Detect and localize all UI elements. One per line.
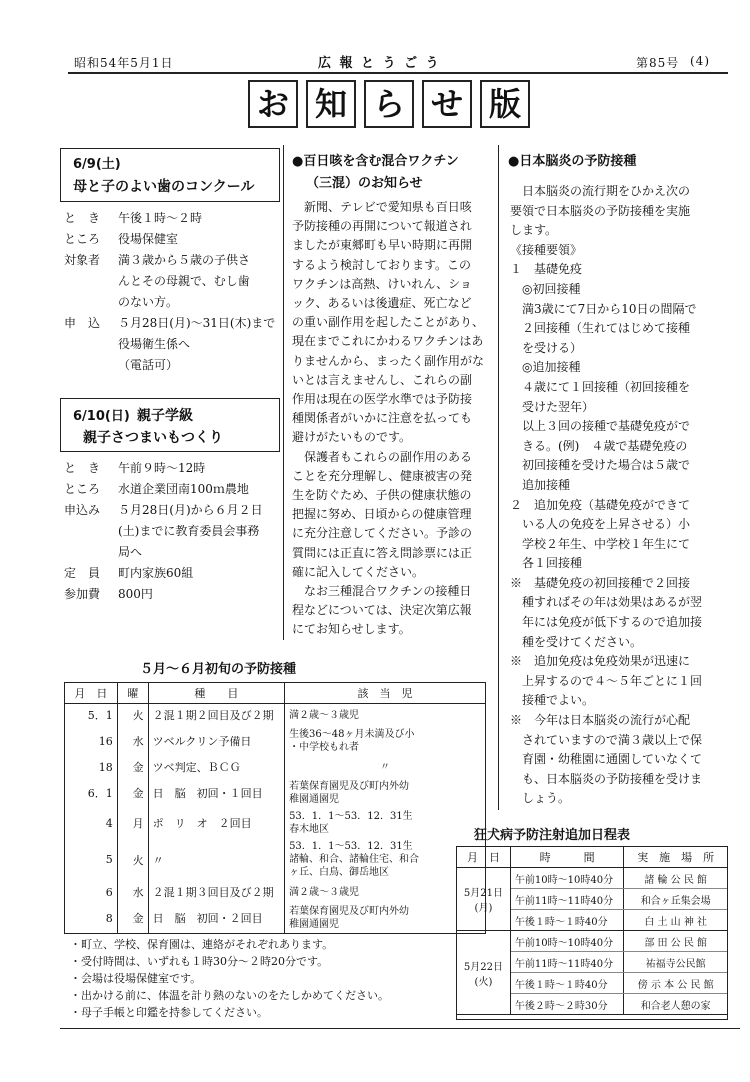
schedule-header-row bbox=[65, 683, 485, 704]
banner bbox=[248, 80, 532, 130]
schedule-date: 18 bbox=[65, 756, 117, 778]
text-line: 満3歳にて7日から10日の間隔で bbox=[510, 301, 697, 316]
text-line: に充分注意してください。予診の bbox=[292, 526, 473, 541]
text-line: します。 bbox=[510, 223, 558, 238]
schedule-target bbox=[285, 808, 485, 838]
mixed-vaccine-heading2: （三混）のお知らせ bbox=[306, 176, 423, 191]
schedule-row bbox=[65, 726, 485, 756]
rabies-date-cell bbox=[457, 931, 510, 1015]
schedule-target bbox=[285, 903, 485, 933]
text-line: ※ 追加免疫は免疫効果が迅速に bbox=[510, 654, 691, 669]
rabies-time: 午前10時～10時40分 bbox=[510, 868, 623, 889]
event2-date: 6/10(日) bbox=[73, 409, 130, 424]
text-line: 受けた翌年） bbox=[510, 399, 595, 414]
schedule-row bbox=[65, 756, 485, 778]
text-line: にてお知らせします。 bbox=[292, 622, 411, 637]
detail-row bbox=[64, 334, 274, 355]
event2-box bbox=[60, 398, 280, 452]
rabies-time: 午前11時～11時40分 bbox=[510, 952, 623, 973]
rabies-table bbox=[457, 847, 727, 1015]
detail-value: 満３歳から５歳の子供さ bbox=[118, 253, 251, 267]
schedule-title: ５月～６月初旬の予防接種 bbox=[140, 662, 297, 677]
schedule-target bbox=[285, 704, 485, 727]
text-line: 《接種要領》 bbox=[510, 242, 583, 257]
schedule-note: ・受付時間は、いずれも１時30分～２時20分です。 bbox=[70, 955, 329, 968]
schedule-header-cell: 該 当 児 bbox=[285, 683, 485, 704]
schedule-target bbox=[285, 838, 485, 881]
schedule-target-line: 生後36～48ヶ月未満及び小 bbox=[289, 729, 415, 740]
text-line: 要領で日本脳炎の予防接種を実施 bbox=[510, 203, 691, 218]
detail-value: （電話可） bbox=[118, 358, 179, 372]
text-line: の重い副作用を起したことがあり、 bbox=[292, 315, 485, 330]
schedule-day: 金 bbox=[117, 903, 148, 933]
text-line: 育園・幼稚園に通園していなくて bbox=[510, 752, 703, 767]
newsletter-title: 広 報 と う ご う bbox=[318, 56, 441, 71]
schedule-notes bbox=[70, 936, 389, 1021]
rabies-place: 祐福寺公民館 bbox=[624, 952, 727, 973]
schedule-item: ポ リ オ ２回目 bbox=[148, 808, 284, 838]
column-divider-left bbox=[283, 145, 284, 640]
schedule-day: 金 bbox=[117, 778, 148, 808]
text-line: 種すればその年は効果はあるが翌 bbox=[510, 595, 703, 610]
text-line: １ 基礎免疫 bbox=[510, 262, 583, 277]
detail-row bbox=[64, 563, 274, 584]
rabies-day: (火) bbox=[474, 976, 493, 988]
detail-row bbox=[64, 521, 274, 542]
rabies-place: 和合ヶ丘集会場 bbox=[624, 889, 727, 910]
mixed-vaccine-heading1: ●百日咳を含む混合ワクチン bbox=[292, 154, 459, 169]
schedule-target-line: 稚園通園児 bbox=[289, 919, 340, 930]
schedule-target-line: 53．1．1～53．12．31生 bbox=[289, 811, 413, 822]
schedule-note: ・母子手帳と印鑑を持参してください。 bbox=[70, 1006, 268, 1019]
schedule-table-frame bbox=[64, 682, 486, 934]
text-line: 予防接種の再開について報道され bbox=[292, 219, 472, 234]
detail-row bbox=[64, 229, 274, 250]
schedule-day: 金 bbox=[117, 756, 148, 778]
detail-row bbox=[64, 208, 274, 229]
text-line: ことを充分理解し、健康被害の発 bbox=[292, 468, 473, 483]
schedule-day: 火 bbox=[117, 704, 148, 727]
schedule-item: 〃 bbox=[148, 838, 284, 881]
rabies-time: 午後１時～１時40分 bbox=[510, 973, 623, 994]
detail-value: 午前９時～12時 bbox=[118, 461, 206, 475]
schedule-note: ・会場は役場保健室です。 bbox=[70, 972, 202, 985]
rabies-row bbox=[457, 868, 727, 889]
rabies-header-cell: 月 日 bbox=[457, 847, 510, 868]
event1-title: 母と子のよい歯のコンクール bbox=[73, 179, 255, 195]
rabies-time: 午後２時～２時30分 bbox=[510, 994, 623, 1015]
text-line: いとは言えませんし、これらの副 bbox=[292, 372, 473, 387]
event1-details bbox=[64, 208, 274, 376]
detail-value: ５月28日(月)～31日(木)まで bbox=[118, 316, 276, 330]
schedule-item: 日 脳 初回・２回目 bbox=[148, 903, 284, 933]
schedule-target-line: ・中学校もれ者 bbox=[289, 742, 360, 753]
banner-char: 版 bbox=[480, 80, 530, 128]
schedule-row bbox=[65, 881, 485, 903]
text-line: しょう。 bbox=[510, 791, 571, 806]
detail-value: のない方。 bbox=[118, 295, 179, 309]
detail-row bbox=[64, 355, 274, 376]
text-line: を受ける） bbox=[510, 340, 583, 355]
schedule-target bbox=[285, 778, 485, 808]
detail-value: (土)までに教育委員会事務 bbox=[118, 524, 260, 538]
text-line: 学校２年生、中学校１年生にて bbox=[510, 536, 691, 551]
text-line: 現在までこれにかわるワクチンはあ bbox=[292, 334, 484, 349]
detail-label: ところ bbox=[64, 482, 101, 496]
detail-row bbox=[64, 500, 274, 521]
schedule-target-line: 稚園通園児 bbox=[289, 794, 340, 805]
schedule-item: ツベルクリン予備日 bbox=[148, 726, 284, 756]
detail-row bbox=[64, 292, 274, 313]
text-line: 保護者もこれらの副作用のある bbox=[292, 449, 473, 464]
rabies-title: 狂犬病予防注射追加日程表 bbox=[474, 828, 631, 843]
schedule-row bbox=[65, 808, 485, 838]
banner-char: 知 bbox=[306, 80, 356, 128]
text-line: 追加接種 bbox=[510, 477, 571, 492]
rabies-row bbox=[457, 931, 727, 952]
detail-value: 役場衛生係へ bbox=[118, 337, 191, 351]
schedule-target-line: 〃 bbox=[380, 761, 391, 773]
text-line: 初回接種を受けた場合は５歳で bbox=[510, 458, 691, 473]
rabies-header-cell: 時 間 bbox=[510, 847, 623, 868]
banner-char: お bbox=[248, 80, 298, 128]
text-line: 確に記入してください。 bbox=[292, 564, 425, 579]
detail-label: 対象者 bbox=[64, 253, 101, 267]
rabies-time: 午前10時～10時40分 bbox=[510, 931, 623, 952]
text-line: 各１回接種 bbox=[510, 556, 583, 571]
schedule-date: 8 bbox=[65, 903, 117, 933]
detail-row bbox=[64, 542, 274, 563]
detail-row bbox=[64, 458, 274, 479]
schedule-row bbox=[65, 778, 485, 808]
banner-char: せ bbox=[422, 80, 472, 128]
schedule-header-cell: 曜 bbox=[117, 683, 148, 704]
detail-value: 水道企業団南100ｍ農地 bbox=[118, 482, 249, 496]
text-line: ２ 追加免疫（基礎免疫ができて bbox=[510, 497, 691, 512]
event1-box bbox=[60, 148, 280, 202]
schedule-item: ２混１期２回目及び２期 bbox=[148, 704, 284, 727]
detail-value: 800円 bbox=[118, 587, 153, 601]
text-line: ◎初回接種 bbox=[510, 281, 581, 296]
schedule-row bbox=[65, 903, 485, 933]
text-line: 以上３回の接種で基礎免疫がで bbox=[510, 419, 691, 434]
schedule-date: 5 bbox=[65, 838, 117, 881]
rabies-place: 白 土 山 神 社 bbox=[624, 910, 727, 931]
text-line: も、日本脳炎の予防接種を受けま bbox=[510, 771, 703, 786]
detail-row bbox=[64, 584, 274, 605]
schedule-target-line: ヶ丘、白鳥、御岳地区 bbox=[289, 867, 390, 878]
detail-label: ところ bbox=[64, 232, 101, 246]
text-line: 接種でよい。 bbox=[510, 693, 595, 708]
rabies-place: 和合老人憩の家 bbox=[624, 994, 727, 1015]
schedule-item: ２混１期３回目及び２期 bbox=[148, 881, 284, 903]
banner-char: ら bbox=[364, 80, 414, 128]
rabies-place: 部 田 公 民 館 bbox=[624, 931, 727, 952]
text-line: きる。(例) ４歳で基礎免疫の bbox=[510, 438, 688, 453]
text-line: ※ 基礎免疫の初回接種で２回接 bbox=[510, 575, 691, 590]
column-divider-right bbox=[498, 145, 499, 810]
detail-row bbox=[64, 479, 274, 500]
text-line: ましたが東郷町も早い時期に再開 bbox=[292, 238, 473, 253]
text-line: 種関係者がいかに注意を払っても bbox=[292, 411, 473, 426]
event2-title1: 親子学級 bbox=[137, 408, 193, 424]
text-line: 把握に努め、日頃からの健康管理 bbox=[292, 507, 472, 522]
schedule-target-line: 満２歳～３歳児 bbox=[289, 886, 360, 898]
schedule-row bbox=[65, 838, 485, 881]
schedule-header-cell: 種 目 bbox=[148, 683, 284, 704]
text-line: ２回接種（生れてはじめて接種 bbox=[510, 321, 691, 336]
encephalitis-body bbox=[510, 182, 702, 809]
text-line: 新聞、テレビで愛知県も百日咳 bbox=[292, 200, 472, 214]
text-line: 生を防ぐため、子供の健康状態の bbox=[292, 488, 472, 503]
schedule-note: ・出かける前に、体温を計り熱のないのをたしかめてください。 bbox=[70, 989, 389, 1002]
text-line: 上昇するので４～５年ごとに１回 bbox=[510, 673, 703, 688]
schedule-target-line: 53．1．1～53．12．31生 bbox=[289, 841, 413, 852]
text-line: 避けがたいものです。 bbox=[292, 430, 412, 445]
text-line: されていますので満３歳以上で保 bbox=[510, 732, 703, 747]
schedule-note: ・町立、学校、保育園は、連絡がそれぞれあります。 bbox=[70, 938, 334, 951]
rabies-day: (月) bbox=[474, 903, 493, 914]
text-line: ※ 今年は日本脳炎の流行が心配 bbox=[510, 713, 691, 728]
text-line: ック、あるいは後遺症、死亡など bbox=[292, 296, 472, 311]
text-line: 質問には正直に答え問診票には正 bbox=[292, 545, 473, 560]
schedule-date: 5．1 bbox=[65, 704, 117, 727]
issue-number: 第85号 bbox=[636, 56, 680, 70]
detail-value: ５月28日(月)から６月２日 bbox=[118, 503, 263, 517]
rabies-header-row bbox=[457, 847, 727, 868]
page-number: (4) bbox=[690, 54, 710, 68]
detail-value: 役場保健室 bbox=[118, 232, 179, 246]
detail-label: 申 込 bbox=[64, 316, 101, 330]
header-rule bbox=[68, 72, 728, 74]
detail-label: 定 員 bbox=[64, 566, 101, 580]
text-line: ４歳にて１回接種（初回接種を bbox=[510, 379, 691, 394]
detail-value: んとその母親で、むし歯 bbox=[118, 274, 250, 288]
schedule-header-cell: 月 日 bbox=[65, 683, 117, 704]
detail-row bbox=[64, 313, 274, 334]
text-line: 年には免疫が低下するので追加接 bbox=[510, 615, 703, 630]
issue-date: 昭和54年5月1日 bbox=[74, 56, 174, 70]
rabies-date-cell bbox=[457, 868, 510, 931]
text-line: 種を受けてください。 bbox=[510, 634, 643, 649]
schedule-table bbox=[65, 683, 485, 933]
detail-value: 町内家族60組 bbox=[118, 566, 194, 580]
rabies-header-cell: 実 施 場 所 bbox=[624, 847, 727, 868]
schedule-row bbox=[65, 704, 485, 727]
schedule-day: 月 bbox=[117, 808, 148, 838]
schedule-target bbox=[285, 756, 485, 778]
schedule-target-line: 春木地区 bbox=[289, 824, 330, 835]
text-line: なお三種混合ワクチンの接種日 bbox=[292, 584, 472, 599]
rabies-date: 5月21日 bbox=[463, 888, 503, 899]
schedule-target-line: 諸輪、和合、諸輪住宅、和合 bbox=[289, 854, 420, 865]
schedule-day: 火 bbox=[117, 838, 148, 881]
detail-row bbox=[64, 271, 274, 292]
text-line: ワクチンは高熱、けいれん、ショ bbox=[292, 276, 472, 291]
schedule-target bbox=[285, 726, 485, 756]
encephalitis-heading: ●日本脳炎の予防接種 bbox=[508, 154, 637, 169]
schedule-target-line: 満２歳～３歳児 bbox=[289, 709, 360, 721]
rabies-time: 午後１時～１時40分 bbox=[510, 910, 623, 931]
text-line: 作用は現在の医学水準では予防接 bbox=[292, 392, 473, 407]
schedule-date: 6 bbox=[65, 881, 117, 903]
text-line: りませんから、まったく副作用がな bbox=[292, 353, 485, 368]
rabies-place: 諸 輪 公 民 館 bbox=[624, 868, 727, 889]
text-line: 程などについては、決定次第広報 bbox=[292, 603, 472, 618]
schedule-date: 16 bbox=[65, 726, 117, 756]
detail-label: 参加費 bbox=[64, 587, 101, 601]
schedule-item: ツベ判定、ＢＣＧ bbox=[148, 756, 284, 778]
schedule-day: 水 bbox=[117, 726, 148, 756]
rabies-time: 午前11時～11時40分 bbox=[510, 889, 623, 910]
detail-value: 午後１時～２時 bbox=[118, 211, 203, 225]
text-line: するよう検討しております。この bbox=[292, 257, 472, 272]
schedule-target bbox=[285, 881, 485, 903]
detail-label: と き bbox=[64, 211, 101, 225]
event2-details bbox=[64, 458, 274, 605]
detail-label: 申込み bbox=[64, 503, 101, 517]
detail-row bbox=[64, 250, 274, 271]
text-line: 日本脳炎の流行期をひかえ次の bbox=[510, 184, 691, 198]
event1-date: 6/9(土) bbox=[73, 157, 121, 172]
schedule-target-line: 若葉保育園児及び町内外幼 bbox=[289, 781, 410, 792]
text-line: ◎追加接種 bbox=[510, 360, 581, 375]
schedule-date: 6．1 bbox=[65, 778, 117, 808]
detail-label: と き bbox=[64, 461, 101, 475]
rabies-date: 5月22日 bbox=[463, 961, 503, 973]
schedule-day: 水 bbox=[117, 881, 148, 903]
footer-rule bbox=[60, 1028, 740, 1029]
schedule-item: 日 脳 初回・１回目 bbox=[148, 778, 284, 808]
rabies-place: 傍 示 本 公 民 館 bbox=[624, 973, 727, 994]
mixed-vaccine-body bbox=[292, 198, 484, 640]
schedule-date: 4 bbox=[65, 808, 117, 838]
rabies-table-frame bbox=[456, 846, 728, 1020]
event2-title2: 親子さつまいもつくり bbox=[83, 430, 223, 446]
schedule-target-line: 若葉保育園児及び町内外幼 bbox=[289, 906, 410, 917]
detail-value: 局へ bbox=[118, 545, 143, 559]
text-line: いる人の免疫を上昇させる）小 bbox=[510, 517, 691, 532]
